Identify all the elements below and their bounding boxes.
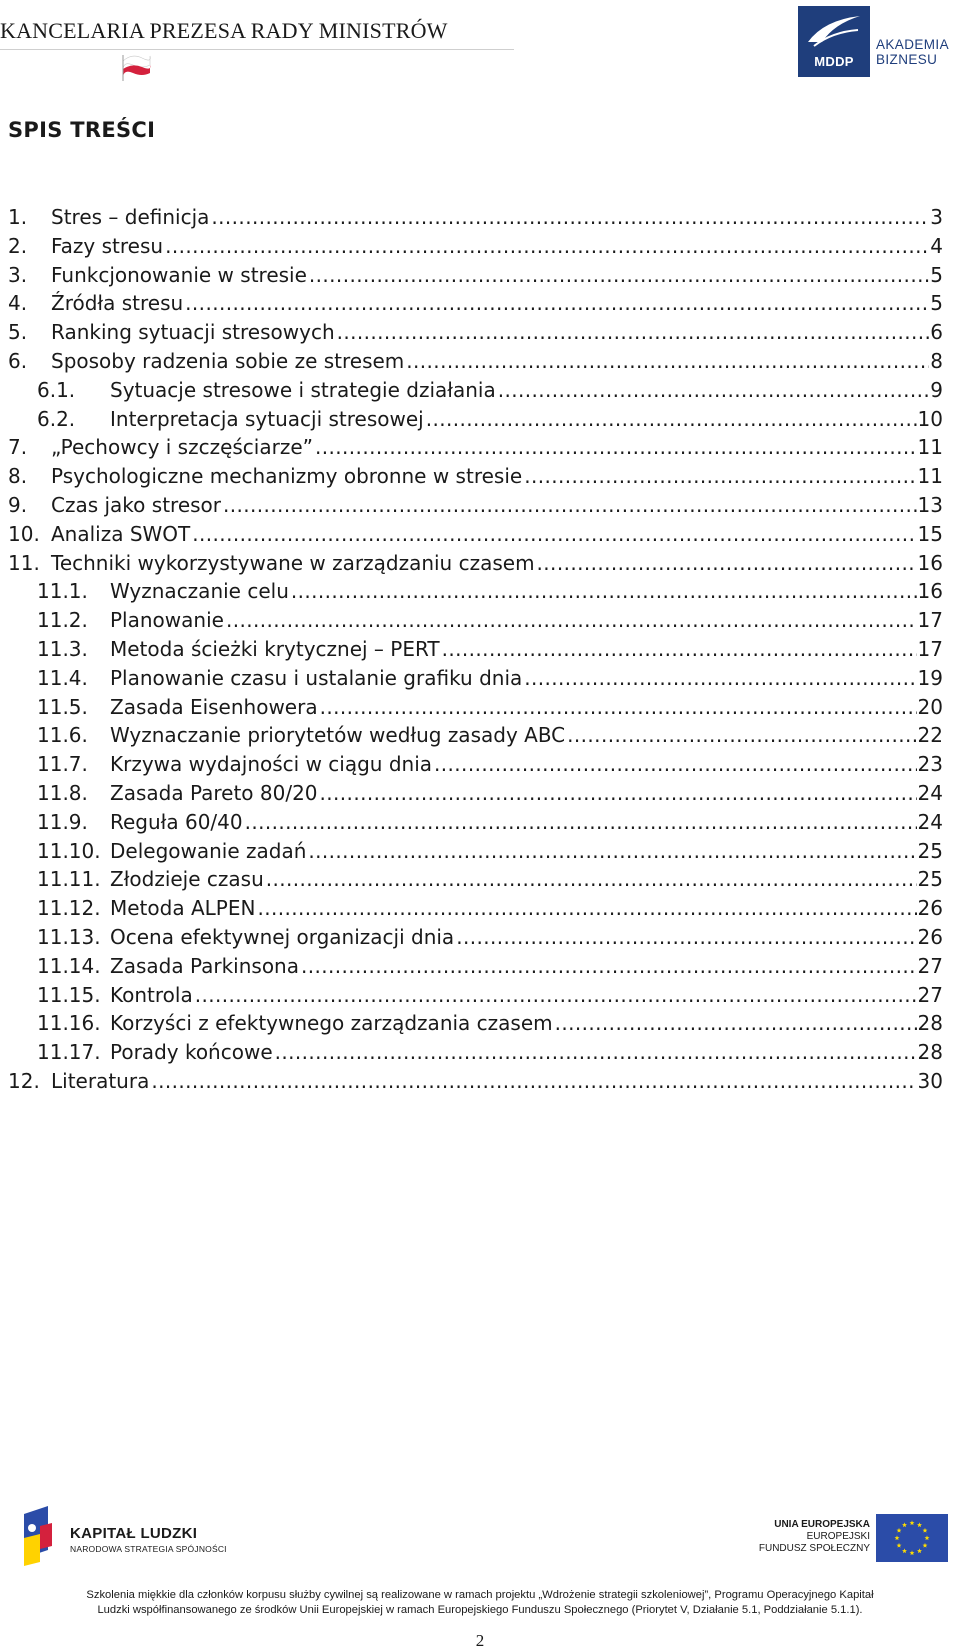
toc-entry-leader [567,721,916,750]
toc-entry-number: 11.6. [37,723,88,748]
toc-entry[interactable] [8,203,943,232]
header-divider [0,49,514,50]
toc-entry-number: 11.4. [37,665,88,690]
toc-entry-leader [498,376,930,405]
toc-entry-leader [245,808,917,837]
toc-entry[interactable] [8,1009,943,1038]
toc-entry-title: Wyznaczanie celu [110,579,289,604]
toc-entry-page: 24 [917,809,943,834]
toc-entry-leader [195,981,917,1010]
toc-entry-page: 30 [917,1068,943,1093]
toc-entry-page: 5 [930,262,943,287]
toc-entry-number: 3. [8,262,28,287]
toc-entry[interactable] [8,577,943,606]
table-of-contents [8,203,943,1096]
toc-entry-page: 23 [917,752,943,777]
toc-entry-page: 24 [917,780,943,805]
toc-entry-leader [320,693,917,722]
toc-entry[interactable] [8,1038,943,1067]
toc-entry-number: 12. [8,1068,40,1093]
toc-entry-leader [524,462,916,491]
toc-entry-leader [291,577,917,606]
funding-footnote [0,1588,960,1618]
toc-entry-number: 11.8. [37,780,88,805]
toc-entry-number: 11.17. [37,1040,101,1065]
toc-entry-page: 27 [917,953,943,978]
polish-flag-icon [120,47,152,83]
toc-entry-title: Złodzieje czasu [110,867,264,892]
toc-entry-leader [555,1009,917,1038]
toc-entry-page: 25 [917,867,943,892]
toc-entry-title: Krzywa wydajności w ciągu dnia [110,752,433,777]
toc-entry-leader [406,347,929,376]
toc-entry[interactable] [8,462,943,491]
toc-entry-leader [320,779,917,808]
toc-entry-page: 10 [917,406,943,431]
toc-entry-leader [211,203,929,232]
toc-entry[interactable] [8,549,943,578]
toc-entry-title: Źródła stresu [51,291,184,316]
toc-entry-number: 10. [8,521,40,546]
toc-entry-page: 15 [917,521,943,546]
toc-entry-number: 11.1. [37,579,88,604]
toc-entry-page: 19 [917,665,943,690]
toc-entry-page: 25 [917,838,943,863]
toc-entry-title: Metoda ALPEN [110,896,256,921]
toc-entry-title: Stres – definicja [51,205,210,229]
toc-entry[interactable] [8,405,943,434]
toc-entry-page: 13 [917,492,943,517]
toc-entry[interactable] [8,750,943,779]
toc-entry-page: 17 [917,636,943,661]
toc-entry[interactable] [8,635,943,664]
toc-entry-page: 5 [930,291,943,316]
toc-entry-number: 9. [8,492,28,517]
toc-entry-title: Zasada Eisenhowera [110,694,318,719]
toc-entry-number: 11.15. [37,982,101,1007]
kapital-ludzki-logo-icon [18,1506,58,1566]
mddp-logo [798,6,870,77]
toc-entry-title: Metoda ścieżki krytycznej – PERT [110,636,440,661]
toc-entry-page: 28 [917,1040,943,1065]
toc-entry-number: 11.9. [37,809,88,834]
toc-entry-leader [266,865,917,894]
kl-title: KAPITAŁ LUDZKI [70,1525,198,1542]
toc-entry-leader [426,405,917,434]
office-name: KANCELARIA PREZESA RADY MINISTRÓW [0,18,448,43]
toc-entry-leader [226,606,917,635]
toc-entry-page: 8 [930,348,943,373]
toc-entry-title: Wyznaczanie priorytetów według zasady ABC [110,723,566,748]
toc-entry[interactable] [8,491,943,520]
toc-entry[interactable] [8,808,943,837]
toc-entry[interactable] [8,981,943,1010]
toc-entry[interactable] [8,779,943,808]
toc-entry-leader [337,318,930,347]
eu-flag-icon [876,1514,948,1562]
toc-entry[interactable] [8,837,943,866]
toc-entry-number: 11. [8,550,40,575]
toc-entry-title: Zasada Parkinsona [110,953,299,978]
page-number: 2 [475,1631,485,1650]
toc-entry-number: 11.5. [37,694,88,719]
toc-entry-title: Psychologiczne mechanizmy obronne w stresie [51,464,523,489]
toc-entry-page: 27 [917,982,943,1007]
toc-entry-page: 6 [930,320,943,345]
toc-entry-number: 11.2. [37,608,88,633]
toc-entry-leader [442,635,917,664]
mddp-label: MDDP [814,54,854,69]
toc-entry-title: Reguła 60/40 [110,809,243,834]
toc-entry-number: 2. [8,233,28,258]
footnote-line1: Szkolenia miękkie dla członków korpusu służby cywilnej są realizowane w ramach projektu „Wdrożenie strategii szkoleniowej”, Programu Operacyjnego Kapitał [86,1589,874,1601]
toc-entry-leader [308,837,916,866]
toc-entry-page: 4 [930,233,943,258]
akademia-line2: BIZNESU [876,52,938,67]
toc-entry-number: 6.2. [37,406,76,431]
toc-entry-leader [309,261,929,290]
toc-entry-title: Delegowanie zadań [110,838,307,863]
toc-entry-number: 11.10. [37,838,101,863]
toc-entry[interactable] [8,318,943,347]
toc-entry-leader [275,1038,917,1067]
toc-entry[interactable] [8,433,943,462]
eu-line1: UNIA EUROPEJSKA [774,1519,870,1530]
toc-entry-leader [192,520,916,549]
toc-entry-number: 11.14. [37,953,101,978]
toc-entry-number: 11.7. [37,752,88,777]
toc-entry-title: Porady końcowe [110,1040,273,1065]
toc-entry[interactable] [8,261,943,290]
toc-entry-leader [301,952,917,981]
eu-line2: EUROPEJSKI [806,1531,870,1542]
toc-entry-page: 26 [917,896,943,921]
toc-entry[interactable] [8,923,943,952]
footnote-line2: Ludzki współfinansowanego ze środków Unii Europejskiej w ramach Europejskiego Funduszu Społecznego (Priorytet V, Działanie 5.1, Poddziałanie 5.1.1). [97,1604,863,1616]
toc-entry[interactable] [8,232,943,261]
toc-entry-number: 7. [8,435,28,460]
eu-line3: FUNDUSZ SPOŁECZNY [758,1543,870,1554]
toc-entry-leader [524,664,916,693]
swoosh-icon [804,12,864,52]
toc-entry-leader [315,433,917,462]
toc-entry-number: 5. [8,320,28,345]
toc-entry-number: 6. [8,348,28,373]
toc-entry-page: 3 [930,205,943,229]
toc-entry-page: 28 [917,1011,943,1036]
toc-entry-leader [434,750,917,779]
toc-entry-leader [151,1067,916,1096]
toc-entry-title: Planowanie [110,608,224,633]
toc-entry-title: Analiza SWOT [51,521,191,546]
toc-entry-title: Ranking sytuacji stresowych [51,320,335,345]
toc-entry-title: Techniki wykorzystywane w zarządzaniu czasem [51,550,535,575]
toc-entry-number: 11.13. [37,924,101,949]
toc-entry[interactable] [8,376,943,405]
toc-entry[interactable] [8,520,943,549]
toc-entry-page: 20 [917,694,943,719]
toc-entry[interactable] [8,1067,943,1096]
toc-entry-title: „Pechowcy i szczęściarze” [51,435,314,460]
toc-entry-title: Czas jako stresor [51,492,221,517]
akademia-line1: AKADEMIA [876,37,949,52]
toc-entry[interactable] [8,289,943,318]
toc-entry-title: Korzyści z efektywnego zarządzania czasem [110,1011,553,1036]
toc-entry-title: Fazy stresu [51,233,164,258]
toc-entry-number: 8. [8,464,28,489]
toc-entry[interactable] [8,865,943,894]
toc-entry-title: Sytuacje stresowe i strategie działania [110,377,496,402]
toc-entry-leader [537,549,917,578]
toc-entry-number: 11.16. [37,1011,101,1036]
toc-entry[interactable] [8,664,943,693]
toc-entry-page: 9 [930,377,943,402]
toc-entry-leader [456,923,916,952]
toc-entry-leader [185,289,929,318]
kprm-header [0,18,520,68]
toc-entry-page: 11 [917,435,943,460]
toc-entry[interactable] [8,721,943,750]
toc-entry-title: Funkcjonowanie w stresie [51,262,307,287]
toc-entry-title: Literatura [51,1068,150,1093]
toc-entry-title: Ocena efektywnej organizacji dnia [110,924,455,949]
toc-entry-title: Kontrola [110,982,193,1007]
toc-entry[interactable] [8,347,943,376]
toc-entry-leader [165,232,929,261]
page-title: SPIS TREŚCI [8,118,156,142]
toc-entry-title: Interpretacja sytuacji stresowej [110,406,424,431]
toc-entry-number: 6.1. [37,377,76,402]
toc-entry-title: Sposoby radzenia sobie ze stresem [51,348,405,373]
toc-entry[interactable] [8,894,943,923]
toc-entry-number: 11.11. [37,867,101,892]
toc-entry-number: 11.3. [37,636,88,661]
toc-entry-page: 22 [917,723,943,748]
toc-entry-page: 11 [917,464,943,489]
toc-entry[interactable] [8,693,943,722]
toc-entry-number: 11.12. [37,896,101,921]
toc-entry-page: 17 [917,608,943,633]
toc-entry-title: Zasada Pareto 80/20 [110,780,318,805]
toc-entry-number: 4. [8,291,28,316]
toc-entry[interactable] [8,606,943,635]
kapital-ludzki-text [70,1525,227,1554]
toc-entry-number: 1. [8,205,28,229]
toc-entry-page: 16 [917,579,943,604]
kl-subtitle: NARODOWA STRATEGIA SPÓJNOŚCI [70,1544,227,1554]
toc-entry-leader [223,491,917,520]
toc-entry-title: Planowanie czasu i ustalanie grafiku dnia [110,665,523,690]
eu-text [740,1519,870,1555]
toc-entry-page: 16 [917,550,943,575]
toc-entry[interactable] [8,952,943,981]
toc-entry-page: 26 [917,924,943,949]
akademia-biznesu [876,37,949,67]
toc-entry-leader [257,894,916,923]
